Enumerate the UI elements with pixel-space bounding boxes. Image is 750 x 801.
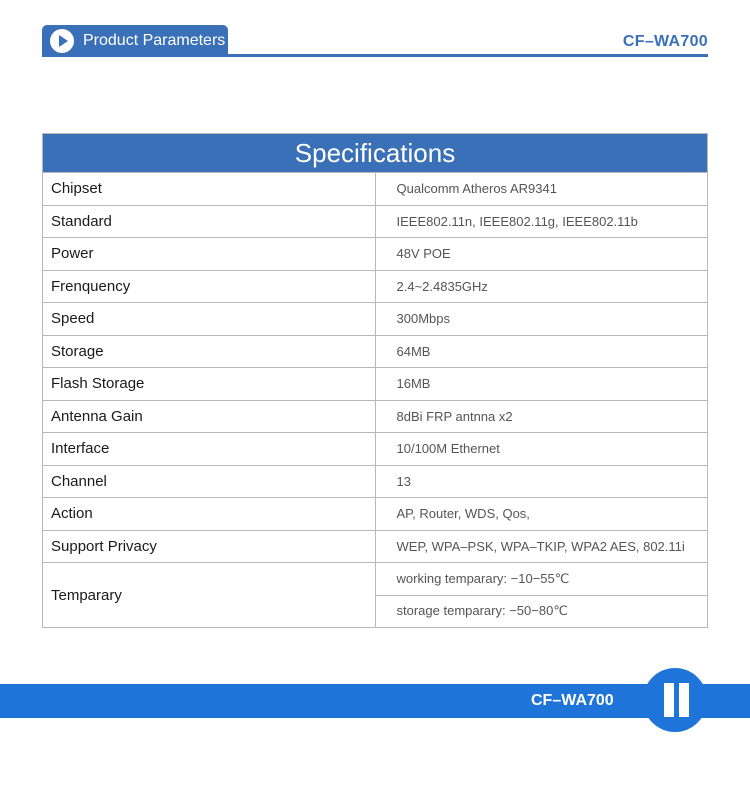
pause-bar-right xyxy=(679,683,689,717)
specifications-table xyxy=(42,133,708,628)
row-label: Storage xyxy=(43,335,376,368)
row-value: 13 xyxy=(375,465,708,498)
table-row xyxy=(43,270,708,303)
pause-bar-left xyxy=(664,683,674,717)
table-row xyxy=(43,205,708,238)
table-title: Specifications xyxy=(43,134,708,173)
row-value: 64MB xyxy=(375,335,708,368)
play-icon xyxy=(50,29,74,53)
row-label: Power xyxy=(43,238,376,271)
table-row xyxy=(43,173,708,206)
row-label: Channel xyxy=(43,465,376,498)
row-label: Antenna Gain xyxy=(43,400,376,433)
row-label: Interface xyxy=(43,433,376,466)
table-row xyxy=(43,465,708,498)
table-row xyxy=(43,400,708,433)
table-row xyxy=(43,303,708,336)
row-value: 16MB xyxy=(375,368,708,401)
row-label: Frenquency xyxy=(43,270,376,303)
row-value: 300Mbps xyxy=(375,303,708,336)
row-value: 48V POE xyxy=(375,238,708,271)
tab-label: Product Parameters xyxy=(83,32,226,49)
table-row xyxy=(43,498,708,531)
row-value: 10/100M Ethernet xyxy=(375,433,708,466)
table-row xyxy=(43,368,708,401)
row-value: AP, Router, WDS, Qos, xyxy=(375,498,708,531)
footer-band xyxy=(0,684,750,718)
row-value: 8dBi FRP antnna x2 xyxy=(375,400,708,433)
table-row xyxy=(43,238,708,271)
table-row-temparary xyxy=(43,563,708,596)
header-model-name: CF–WA700 xyxy=(622,33,708,50)
row-label: Action xyxy=(43,498,376,531)
footer-model-name: CF–WA700 xyxy=(531,692,614,709)
row-label: Flash Storage xyxy=(43,368,376,401)
row-label: Chipset xyxy=(43,173,376,206)
row-value-working-temp: working temparary: −10−55℃ xyxy=(375,563,708,596)
row-label: Temparary xyxy=(43,563,376,628)
table-row xyxy=(43,335,708,368)
row-value: Qualcomm Atheros AR9341 xyxy=(375,173,708,206)
row-label: Support Privacy xyxy=(43,530,376,563)
row-value-storage-temp: storage temparary: −50−80℃ xyxy=(375,595,708,628)
table-row xyxy=(43,530,708,563)
row-value: IEEE802.11n, IEEE802.11g, IEEE802.11b xyxy=(375,205,708,238)
spec-rows xyxy=(43,173,708,563)
product-parameters-tab xyxy=(42,25,228,57)
row-value: 2.4~2.4835GHz xyxy=(375,270,708,303)
row-label: Speed xyxy=(43,303,376,336)
row-label: Standard xyxy=(43,205,376,238)
table-row xyxy=(43,433,708,466)
footer-circle xyxy=(643,668,707,732)
row-value: WEP, WPA–PSK, WPA–TKIP, WPA2 AES, 802.11i xyxy=(375,530,708,563)
